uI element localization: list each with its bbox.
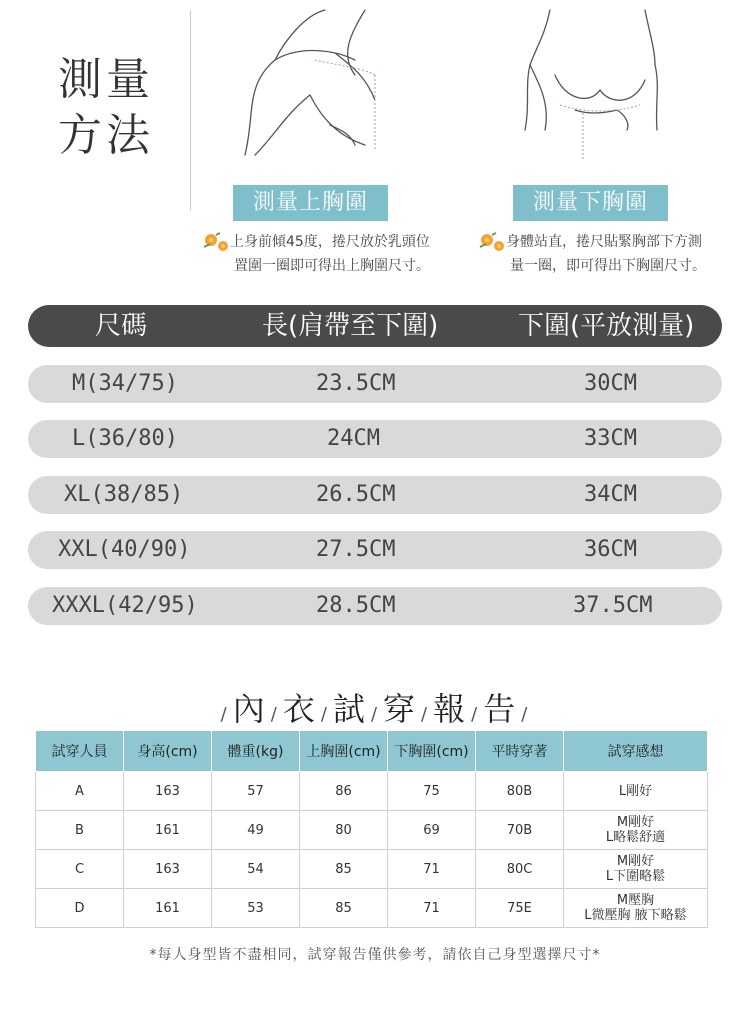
report-header: 身高(cm) bbox=[124, 731, 212, 772]
report-header-row bbox=[36, 731, 708, 772]
tester-cell: C bbox=[36, 850, 124, 889]
underband-cell: 37.5CM bbox=[573, 593, 653, 618]
tip-lower-line2: 量一圈，即可得出下胸圍尺寸。 bbox=[510, 258, 706, 274]
weight-cell: 57 bbox=[212, 772, 300, 811]
height-cell: 161 bbox=[124, 889, 212, 928]
table-row bbox=[36, 811, 708, 850]
tip-lower-line1: 身體站直，捲尺貼緊胸部下方測 bbox=[506, 234, 702, 250]
lower-bust-cell: 75 bbox=[388, 772, 476, 811]
height-cell: 163 bbox=[124, 850, 212, 889]
report-title-char: 衣 bbox=[282, 690, 317, 728]
size-header-length: 長(肩帶至下圍) bbox=[262, 311, 439, 341]
flower-icon bbox=[478, 231, 506, 253]
report-header: 平時穿著 bbox=[476, 731, 564, 772]
weight-cell: 54 bbox=[212, 850, 300, 889]
tip-upper-line1: 上身前傾45度，捲尺放於乳頭位 bbox=[230, 234, 430, 250]
footnote: *每人身型皆不盡相同，試穿報告僅供參考，請依自己身型選擇尺寸* bbox=[149, 947, 601, 963]
report-title-char: 內 bbox=[232, 690, 267, 728]
feedback-cell: M剛好 L下圍略鬆 bbox=[564, 850, 708, 889]
tester-cell: D bbox=[36, 889, 124, 928]
length-cell: 26.5CM bbox=[316, 482, 396, 507]
report-header: 下胸圍(cm) bbox=[388, 731, 476, 772]
underband-cell: 34CM bbox=[584, 482, 637, 507]
upper-bust-cell: 80 bbox=[300, 811, 388, 850]
measure-title bbox=[58, 52, 154, 164]
feedback-cell: M壓胸 L微壓胸 腋下略鬆 bbox=[564, 889, 708, 928]
upper-bust-illustration bbox=[215, 5, 385, 165]
weight-cell: 49 bbox=[212, 811, 300, 850]
report-title: / 內 / 衣 / 試 / 穿 / 報 / 告 / bbox=[220, 690, 530, 728]
usual-size-cell: 70B bbox=[476, 811, 564, 850]
lower-bust-cell: 71 bbox=[388, 889, 476, 928]
lower-bust-cell: 69 bbox=[388, 811, 476, 850]
report-header: 上胸圍(cm) bbox=[300, 731, 388, 772]
height-cell: 163 bbox=[124, 772, 212, 811]
size-header-underband: 下圍(平放測量) bbox=[518, 311, 695, 341]
table-row bbox=[36, 850, 708, 889]
tag-upper-bust: 測量上胸圍 bbox=[233, 185, 388, 221]
underband-cell: 30CM bbox=[584, 371, 637, 396]
tip-lower bbox=[478, 230, 743, 278]
feedback-cell: L剛好 bbox=[564, 772, 708, 811]
feedback-cell: M剛好 L略鬆舒適 bbox=[564, 811, 708, 850]
length-cell: 27.5CM bbox=[316, 537, 396, 562]
report-table bbox=[35, 730, 708, 928]
size-cell: L(36/80) bbox=[72, 426, 178, 451]
usual-size-cell: 75E bbox=[476, 889, 564, 928]
tester-cell: A bbox=[36, 772, 124, 811]
upper-bust-cell: 85 bbox=[300, 889, 388, 928]
usual-size-cell: 80B bbox=[476, 772, 564, 811]
underband-cell: 36CM bbox=[584, 537, 637, 562]
upper-bust-cell: 85 bbox=[300, 850, 388, 889]
weight-cell: 53 bbox=[212, 889, 300, 928]
size-cell: XL(38/85) bbox=[64, 482, 184, 507]
length-cell: 24CM bbox=[327, 426, 380, 451]
tester-cell: B bbox=[36, 811, 124, 850]
report-title-char: 穿 bbox=[383, 690, 418, 728]
size-cell: M(34/75) bbox=[72, 371, 178, 396]
length-cell: 23.5CM bbox=[316, 371, 396, 396]
report-header: 試穿人員 bbox=[36, 731, 124, 772]
tip-upper bbox=[202, 230, 472, 278]
length-cell: 28.5CM bbox=[316, 593, 396, 618]
report-header: 試穿感想 bbox=[564, 731, 708, 772]
report-title-char: 報 bbox=[433, 690, 468, 728]
report-header: 體重(kg) bbox=[212, 731, 300, 772]
measure-title-line2: 方法 bbox=[58, 110, 154, 161]
underband-cell: 33CM bbox=[584, 426, 637, 451]
height-cell: 161 bbox=[124, 811, 212, 850]
table-row bbox=[36, 772, 708, 811]
size-header-size: 尺碼 bbox=[95, 311, 148, 341]
lower-bust-cell: 71 bbox=[388, 850, 476, 889]
measure-title-line1: 測量 bbox=[58, 54, 154, 105]
size-cell: XXXL(42/95) bbox=[52, 593, 198, 618]
table-row bbox=[36, 889, 708, 928]
report-title-char: 告 bbox=[483, 690, 518, 728]
usual-size-cell: 80C bbox=[476, 850, 564, 889]
tip-upper-line2: 置圍一圈即可得出上胸圍尺寸。 bbox=[234, 258, 430, 274]
flower-icon bbox=[202, 231, 230, 253]
report-title-char: 試 bbox=[332, 690, 367, 728]
title-divider bbox=[190, 10, 191, 210]
lower-bust-illustration bbox=[505, 5, 675, 165]
size-cell: XXL(40/90) bbox=[58, 537, 191, 562]
tag-lower-bust: 測量下胸圍 bbox=[513, 185, 668, 221]
upper-bust-cell: 86 bbox=[300, 772, 388, 811]
